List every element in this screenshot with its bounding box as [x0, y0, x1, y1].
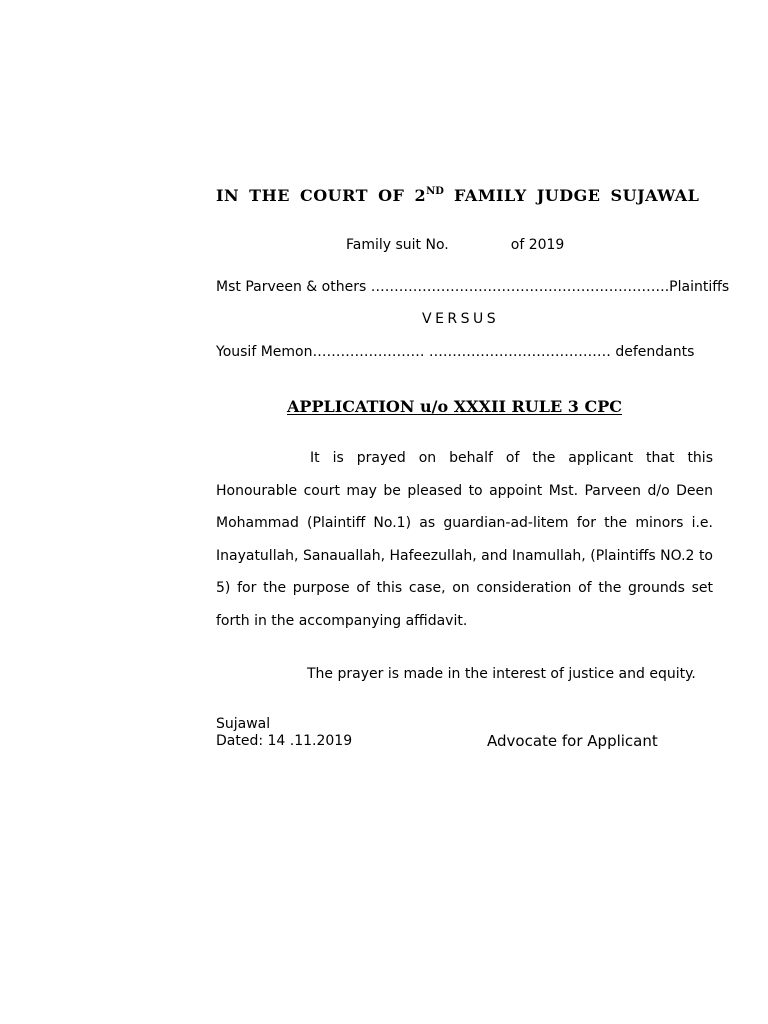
- place-label: Sujawal: [216, 716, 271, 732]
- application-title: APPLICATION u/o XXXII RULE 3 CPC: [287, 397, 622, 416]
- court-title-superscript: ND: [426, 186, 444, 197]
- prayer-line: The prayer is made in the interest of justice and equity.: [307, 666, 696, 682]
- signature-label: Advocate for Applicant: [487, 732, 658, 750]
- court-title: [216, 186, 699, 205]
- suit-label: Family suit No.: [346, 237, 449, 253]
- date-label: Dated: 14 .11.2019: [216, 733, 353, 749]
- versus-label: VERSUS: [422, 311, 500, 327]
- plaintiff-line: Mst Parveen & others ……………………………………………………….Plaintiffs: [216, 279, 730, 295]
- defendant-line: Yousif Memon…………………… ………………………………… defendants: [216, 344, 695, 360]
- court-title-suffix: FAMILY JUDGE SUJAWAL: [443, 186, 700, 205]
- court-title-prefix: IN THE COURT OF 2: [216, 186, 427, 205]
- suit-number-line: [346, 237, 564, 253]
- body-paragraph: It is prayed on behalf of the applicant that this Honourable court may be pleased to appoint Mst. Parveen d/o Deen Mohammad (Plaintiff No.1) as guardian-ad-litem for the minors i.e. Inayatullah, Sanauallah, Hafeezullah, and Inamullah, (Plaintiffs NO.2 to 5) for the purpose of this case, on consideration of the grounds set forth in the accompanying affidavit.: [216, 450, 713, 629]
- suit-year: of 2019: [510, 237, 565, 253]
